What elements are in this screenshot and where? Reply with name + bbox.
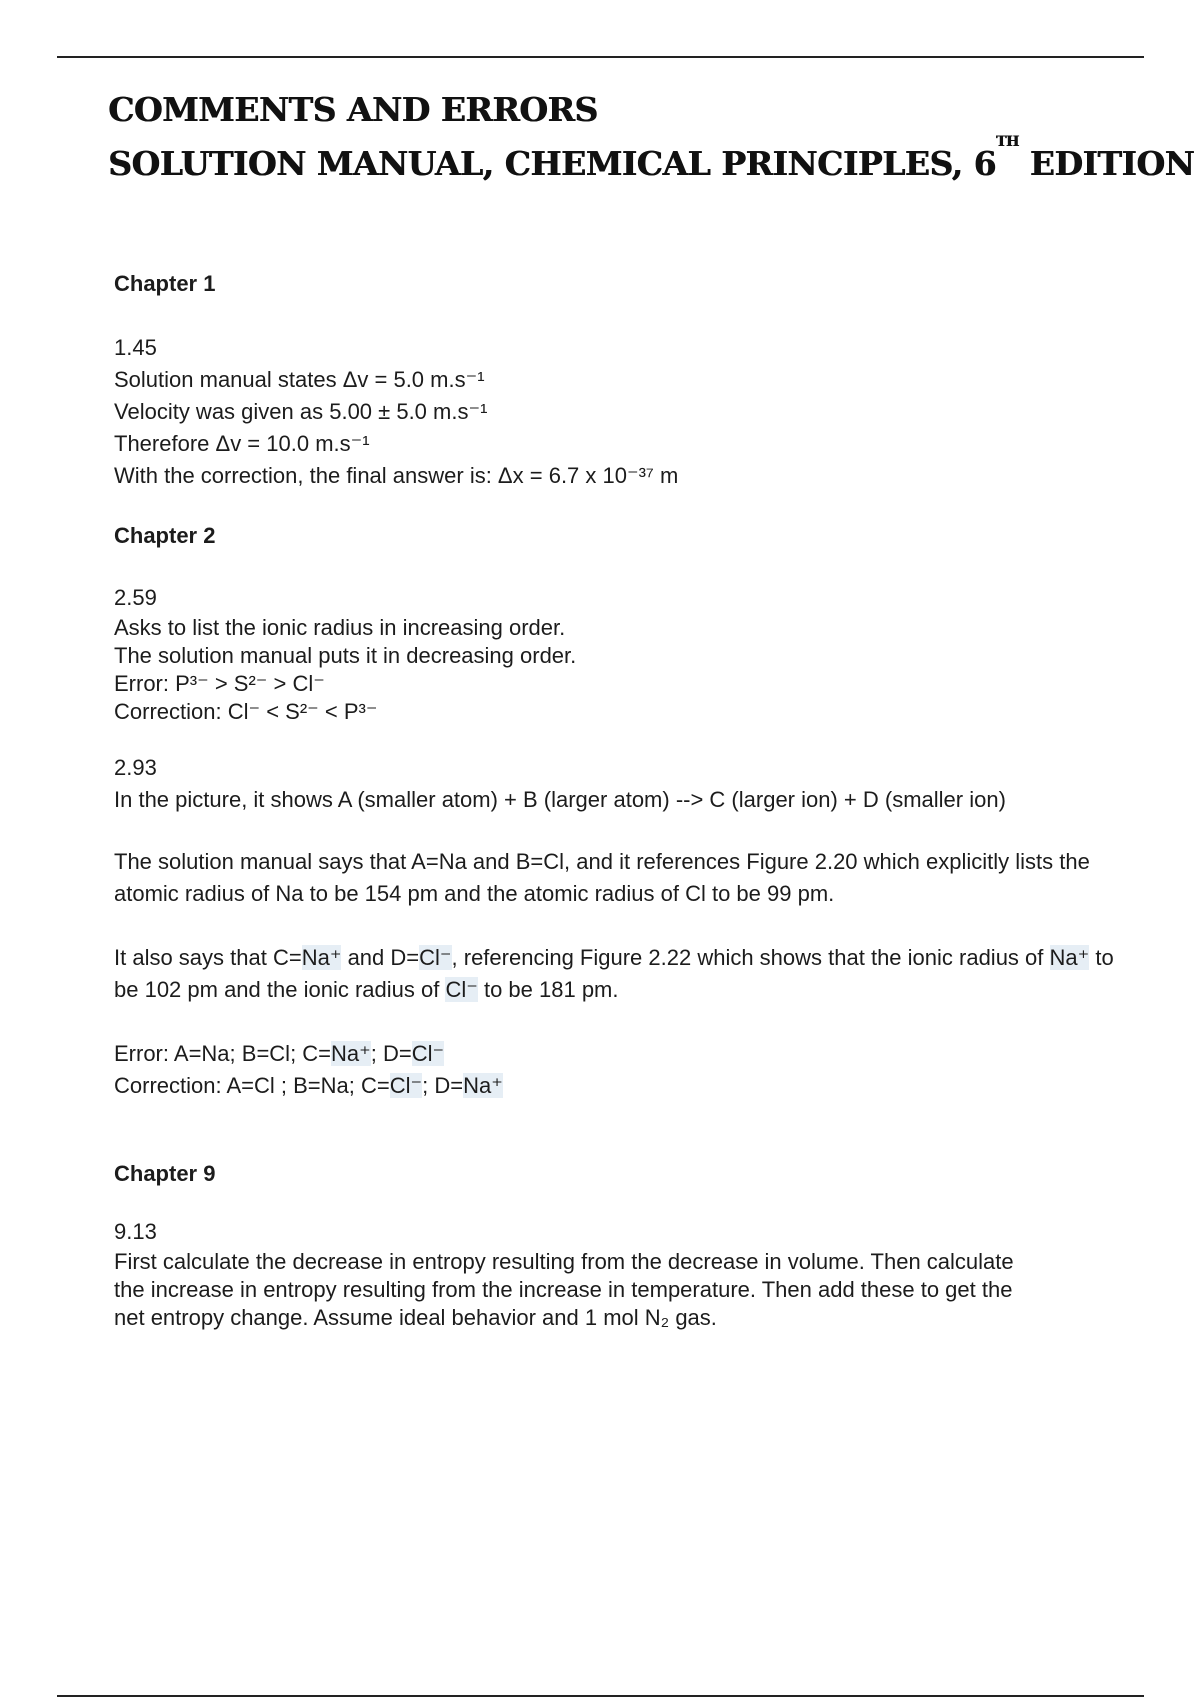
paragraph: The solution manual says that A=Na and B=Cl, and it references Figure 2.20 which explicitly lists the atomic radius of Na to be 154 pm and the atomic radius of Cl to be 99 pm. — [114, 849, 1090, 906]
problem-number: 2.93 — [114, 755, 157, 780]
text-line: Velocity was given as 5.00 ± 5.0 m.s⁻¹ — [114, 399, 488, 424]
document-title-line-1 — [108, 90, 598, 130]
text-run: Correction: A=Cl ; B=Na; C= — [114, 1073, 390, 1098]
error-line — [114, 1038, 1114, 1070]
text-line: Asks to list the ionic radius in increasing order. — [114, 615, 566, 640]
title-ordinal-suffix: TH — [995, 134, 1019, 150]
text-run: ; D= — [422, 1073, 464, 1098]
problem-number: 1.45 — [114, 335, 157, 360]
title-line-2-end: EDITION — [1018, 144, 1195, 183]
text-run: ; D= — [370, 1041, 412, 1066]
highlighted-ion: Cl⁻ — [411, 1041, 445, 1066]
highlighted-ion: Na⁺ — [463, 1073, 503, 1098]
text-line: Therefore Δv = 10.0 m.s⁻¹ — [114, 431, 370, 456]
text-run: and D= — [341, 945, 420, 970]
correction-line — [114, 1070, 1114, 1102]
text-run: Error: A=Na; B=Cl; C= — [114, 1041, 332, 1066]
document-body — [114, 268, 1114, 1332]
title-line-1-text: COMMENTS AND ERRORS — [108, 90, 598, 129]
top-rule — [57, 56, 1144, 58]
text-run: It also says that C= — [114, 945, 302, 970]
title-line-2-text: SOLUTION MANUAL, CHEMICAL PRINCIPLES, 6 — [108, 144, 996, 183]
paragraph — [114, 942, 1114, 1006]
chapter-heading: Chapter 1 — [114, 271, 216, 296]
chapter-2-section — [114, 520, 1114, 1102]
highlighted-ion: Na⁺ — [301, 945, 342, 970]
chapter-heading: Chapter 9 — [114, 1161, 216, 1186]
highlighted-ion: Cl⁻ — [419, 945, 452, 970]
problem-9-13-body — [114, 1248, 1114, 1332]
text-run: , referencing Figure 2.22 which shows that the ionic radius of — [451, 945, 1050, 970]
text-line: the increase in entropy resulting from the increase in temperature. Then add these to get the — [114, 1277, 1013, 1302]
text-line: Solution manual states Δv = 5.0 m.s⁻¹ — [114, 367, 485, 392]
problem-number: 9.13 — [114, 1219, 157, 1244]
highlighted-ion: Cl⁻ — [389, 1073, 423, 1098]
text-run: to be 102 pm and the ionic radius of — [114, 945, 1114, 1002]
highlighted-ion: Cl⁻ — [445, 977, 478, 1002]
text-line: In the picture, it shows A (smaller atom) + B (larger atom) --> C (larger ion) + D (smaller ion) — [114, 787, 1006, 812]
text-line: Error: P³⁻ > S²⁻ > Cl⁻ — [114, 671, 325, 696]
chapter-1-section — [114, 268, 1114, 492]
highlighted-ion: Na⁺ — [1049, 945, 1090, 970]
text-line: First calculate the decrease in entropy resulting from the decrease in volume. Then calculate — [114, 1249, 1014, 1274]
problem-number: 2.59 — [114, 585, 157, 610]
document-title-line-2 — [108, 134, 1195, 184]
problem-2-59-body — [114, 614, 1114, 726]
text-line: With the correction, the final answer is: Δx = 6.7 x 10⁻³⁷ m — [114, 463, 679, 488]
text-run: to be 181 pm. — [477, 977, 619, 1002]
bottom-rule — [57, 1695, 1144, 1697]
chapter-9-section — [114, 1158, 1114, 1332]
text-line: Correction: Cl⁻ < S²⁻ < P³⁻ — [114, 699, 378, 724]
chapter-heading: Chapter 2 — [114, 523, 216, 548]
text-line: The solution manual puts it in decreasing order. — [114, 643, 577, 668]
text-line: net entropy change. Assume ideal behavior and 1 mol N₂ gas. — [114, 1305, 717, 1330]
highlighted-ion: Na⁺ — [331, 1041, 371, 1066]
